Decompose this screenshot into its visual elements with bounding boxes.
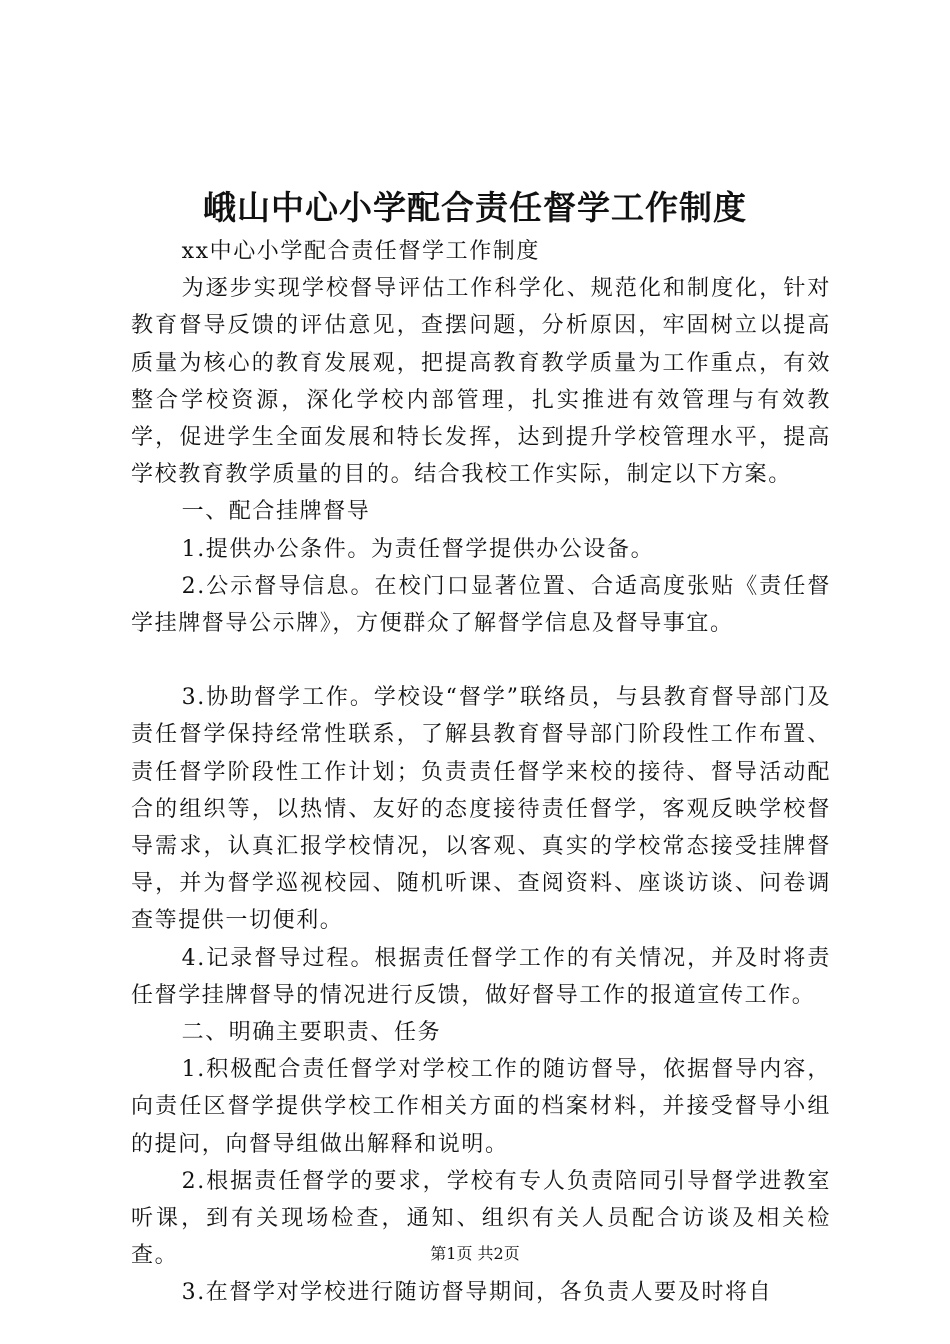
- paragraph-item-1-3: 3.协助督学工作。学校设“督学”联络员，与县教育督导部门及责任督学保持经常性联系，了解县教育督导部门阶段性工作布置、责任督学阶段性工作计划；负责责任督学来校的接待、督导活动配合的组织等，以热情、友好的态度接待责任督学，客观反映学校督导需求，认真汇报学校情况，以客观、真实的学校常态接受挂牌督导，并为督学巡视校园、随机听课、查阅资料、座谈访谈、问卷调查等提供一切便利。: [131, 685, 831, 934]
- paragraph-item-1-2: 2.公示督导信息。在校门口显著位置、合适高度张贴《责任督学挂牌督导公示牌》，方便群众了解督学信息及督导事宜。: [131, 573, 831, 637]
- document-body: [131, 233, 831, 1312]
- paragraph-item-1-4: 4.记录督导过程。根据责任督学工作的有关情况，并及时将责任督学挂牌督导的情况进行反馈，做好督导工作的报道宣传工作。: [131, 945, 831, 1008]
- document-title: 峨山中心小学配合责任督学工作制度: [203, 188, 747, 227]
- section-heading-1: 一、配合挂牌督导: [181, 499, 371, 525]
- paragraph-item-1-1: 1.提供办公条件。为责任督学提供办公设备。: [181, 536, 655, 562]
- page-footer: 第1页 共2页: [430, 1244, 520, 1263]
- paragraph-intro: 为逐步实现学校督导评估工作科学化、规范化和制度化，针对教育督导反馈的评估意见，查摆问题，分析原因，牢固树立以提高质量为核心的教育发展观，把提高教育教学质量为工作重点，有效整合学校资源，深化学校内部管理，扎实推进有效管理与有效教学，促进学生全面发展和特长发挥，达到提升学校管理水平，提高学校教育教学质量的目的。结合我校工作实际，制定以下方案。: [131, 276, 831, 488]
- paragraph-item-2-3: 3.在督学对学校进行随访督导期间，各负责人要及时将自: [181, 1280, 773, 1306]
- paragraph-subtitle: xx中心小学配合责任督学工作制度: [181, 239, 541, 264]
- paragraph-item-2-1: 1.积极配合责任督学对学校工作的随访督导，依据督导内容，向责任区督学提供学校工作相关方面的档案材料，并接受督导小组的提问，向督导组做出解释和说明。: [131, 1057, 831, 1157]
- section-heading-2: 二、明确主要职责、任务: [181, 1020, 442, 1046]
- paragraph-item-2-2: 2.根据责任督学的要求，学校有专人负责陪同引导督学进教室听课，到有关现场检查，通知、组织有关人员配合访谈及相关检查。: [131, 1168, 831, 1269]
